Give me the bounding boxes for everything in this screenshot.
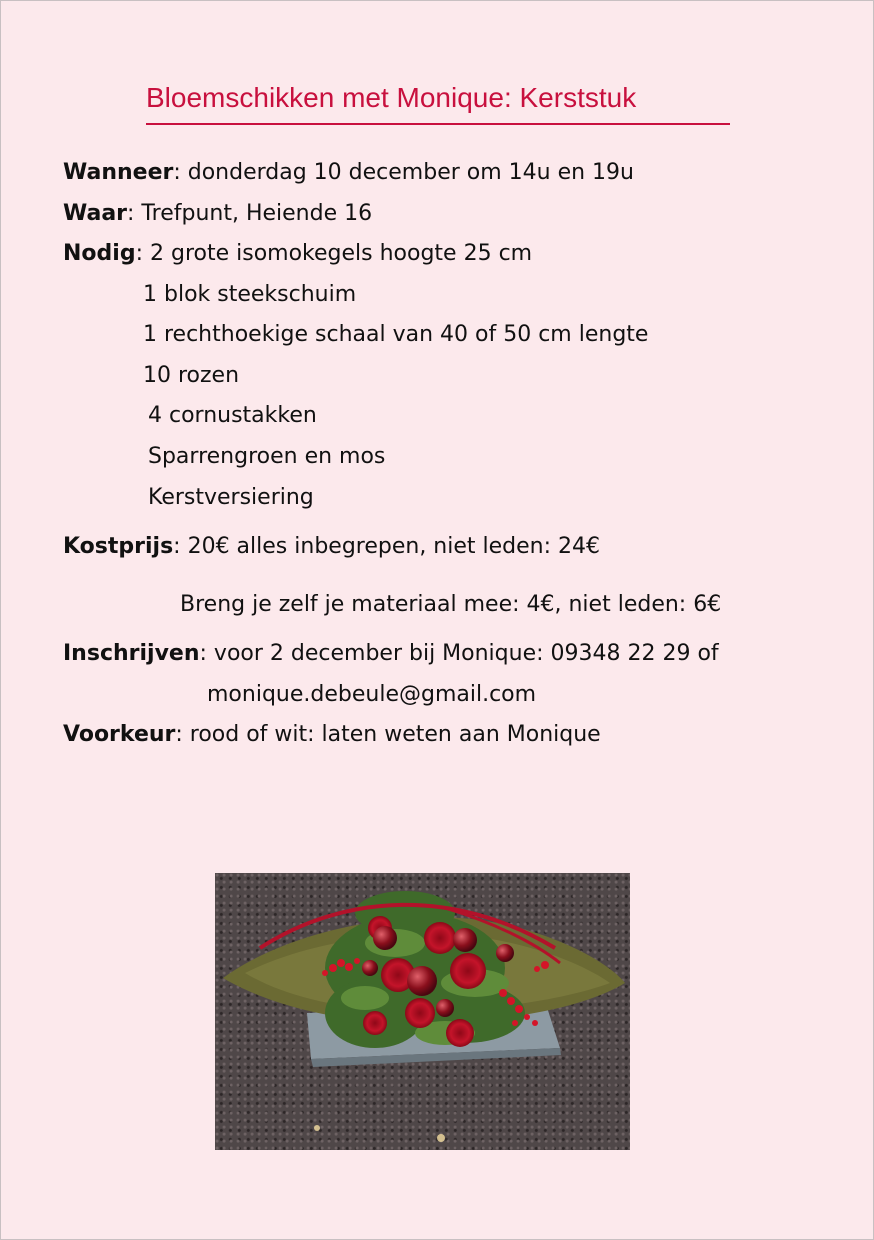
needed-item: Kerstversiering	[148, 485, 314, 510]
register-value: : voor 2 december bij Monique: 09348 22 29 of	[199, 641, 719, 666]
needed-item: 10 rozen	[143, 363, 240, 388]
when-label: Wanneer	[63, 160, 174, 185]
needed-item: 4 cornustakken	[148, 403, 317, 428]
needed-first-item: : 2 grote isomokegels hoogte 25 cm	[135, 241, 533, 266]
needed-item: Sparrengroen en mos	[148, 444, 386, 469]
preference-line	[63, 721, 601, 749]
register-label: Inschrijven	[63, 641, 200, 666]
own-material-price: Breng je zelf je materiaal mee: 4€, niet leden: 6€	[180, 592, 722, 617]
register-line	[63, 640, 719, 668]
needed-label: Nodig	[63, 241, 136, 266]
christmas-arrangement-photo	[215, 873, 630, 1150]
page-title: Bloemschikken met Monique: Kerststuk	[146, 82, 637, 113]
when-line	[63, 159, 634, 187]
price-label: Kostprijs	[63, 534, 174, 559]
preference-value: : rood of wit: laten weten aan Monique	[175, 722, 601, 747]
when-value: : donderdag 10 december om 14u en 19u	[173, 160, 634, 185]
price-line	[63, 533, 600, 561]
preference-label: Voorkeur	[63, 722, 176, 747]
needed-item: 1 rechthoekige schaal van 40 of 50 cm lengte	[143, 322, 649, 347]
needed-item: 1 blok steekschuim	[143, 282, 357, 307]
light-reflection	[437, 1134, 445, 1142]
register-email: monique.debeule@gmail.com	[207, 682, 537, 707]
title-underline	[146, 123, 730, 125]
where-value: : Trefpunt, Heiende 16	[127, 201, 373, 226]
needed-line	[63, 240, 532, 268]
light-reflection	[314, 1125, 320, 1131]
where-label: Waar	[63, 201, 128, 226]
arrangement-illustration	[215, 873, 630, 1150]
where-line	[63, 200, 372, 228]
price-value: : 20€ alles inbegrepen, niet leden: 24€	[173, 534, 601, 559]
